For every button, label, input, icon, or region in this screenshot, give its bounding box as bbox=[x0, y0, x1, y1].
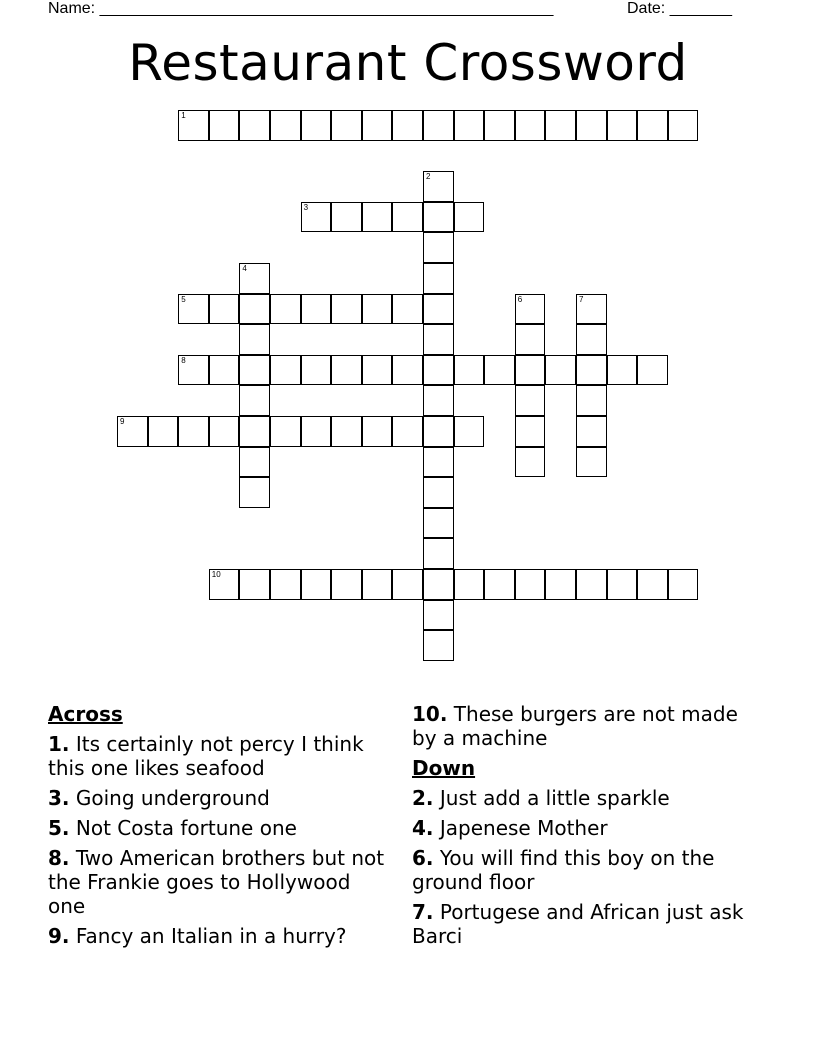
grid-cell[interactable] bbox=[270, 569, 301, 600]
grid-cell[interactable] bbox=[209, 355, 240, 386]
clue-down-6: 6. You will find this boy on the ground floor bbox=[412, 846, 715, 894]
grid-cell[interactable] bbox=[392, 202, 423, 233]
grid-cell[interactable] bbox=[607, 569, 638, 600]
grid-cell[interactable] bbox=[423, 569, 454, 600]
grid-cell[interactable] bbox=[515, 416, 546, 447]
grid-cell[interactable] bbox=[209, 569, 240, 600]
grid-cell[interactable] bbox=[423, 324, 454, 355]
clue-across-1: 1. Its certainly not percy I think this one likes seafood bbox=[48, 732, 364, 780]
grid-cell[interactable] bbox=[454, 416, 485, 447]
clue-across-9: 9. Fancy an Italian in a hurry? bbox=[48, 924, 347, 948]
grid-cell[interactable] bbox=[331, 110, 362, 141]
grid-cell[interactable] bbox=[423, 294, 454, 325]
grid-cell[interactable] bbox=[423, 110, 454, 141]
grid-cell[interactable] bbox=[301, 294, 332, 325]
grid-cell[interactable] bbox=[239, 263, 270, 294]
grid-cell[interactable] bbox=[515, 447, 546, 478]
date-field-label: Date: _______ bbox=[627, 0, 732, 17]
grid-cell[interactable] bbox=[637, 110, 668, 141]
grid-cell[interactable] bbox=[239, 110, 270, 141]
grid-cell[interactable] bbox=[668, 110, 699, 141]
grid-cell[interactable] bbox=[301, 569, 332, 600]
grid-cell[interactable] bbox=[454, 355, 485, 386]
clue-number: 6 bbox=[517, 294, 523, 304]
grid-cell[interactable] bbox=[454, 569, 485, 600]
grid-cell[interactable] bbox=[607, 110, 638, 141]
clue-number: 1 bbox=[181, 111, 186, 120]
grid-cell[interactable] bbox=[392, 110, 423, 141]
grid-cell[interactable] bbox=[423, 171, 454, 202]
grid-cell[interactable] bbox=[239, 569, 270, 600]
grid-cell[interactable] bbox=[423, 385, 454, 416]
grid-cell[interactable] bbox=[576, 355, 607, 386]
grid-cell[interactable] bbox=[331, 294, 362, 325]
clue-across-10: 10. These burgers are not made by a machine bbox=[412, 702, 738, 750]
grid-cell[interactable] bbox=[362, 294, 393, 325]
down-heading: Down bbox=[412, 756, 476, 780]
grid-cell[interactable] bbox=[239, 477, 270, 508]
grid-cell[interactable] bbox=[637, 355, 668, 386]
grid-cell[interactable] bbox=[484, 110, 515, 141]
grid-cell[interactable] bbox=[423, 447, 454, 478]
grid-cell[interactable] bbox=[117, 416, 148, 447]
grid-cell[interactable] bbox=[178, 416, 209, 447]
grid-cell[interactable] bbox=[515, 355, 546, 386]
grid-cell[interactable] bbox=[148, 416, 179, 447]
grid-cell[interactable] bbox=[239, 355, 270, 386]
grid-cell[interactable] bbox=[668, 569, 699, 600]
grid-cell[interactable] bbox=[423, 600, 454, 631]
clue-number: 5 bbox=[181, 294, 186, 304]
grid-cell[interactable] bbox=[362, 355, 393, 386]
grid-cell[interactable] bbox=[515, 294, 546, 325]
grid-cell[interactable] bbox=[239, 294, 270, 325]
grid-cell[interactable] bbox=[331, 416, 362, 447]
grid-cell[interactable] bbox=[239, 324, 270, 355]
grid-cell[interactable] bbox=[270, 416, 301, 447]
grid-cell[interactable] bbox=[331, 202, 362, 233]
clues-left-column bbox=[48, 702, 388, 954]
grid-cell[interactable] bbox=[607, 355, 638, 386]
clue-number: 3 bbox=[303, 202, 309, 212]
grid-cell[interactable] bbox=[270, 110, 301, 141]
grid-cell[interactable] bbox=[392, 569, 423, 600]
grid-cell[interactable] bbox=[178, 110, 209, 141]
grid-cell[interactable] bbox=[515, 324, 546, 355]
clue-across-5: 5. Not Costa fortune one bbox=[48, 816, 297, 840]
grid-cell[interactable] bbox=[362, 110, 393, 141]
grid-cell[interactable] bbox=[239, 447, 270, 478]
clue-across-8: 8. Two American brothers but not the Frankie goes to Hollywood one bbox=[48, 846, 385, 918]
grid-cell[interactable] bbox=[423, 355, 454, 386]
grid-cell[interactable] bbox=[576, 447, 607, 478]
grid-cell[interactable] bbox=[301, 416, 332, 447]
grid-cell[interactable] bbox=[209, 110, 240, 141]
grid-cell[interactable] bbox=[545, 569, 576, 600]
grid-cell[interactable] bbox=[270, 294, 301, 325]
grid-cell[interactable] bbox=[423, 416, 454, 447]
page-title: Restaurant Crossword bbox=[128, 34, 688, 92]
grid-cell[interactable] bbox=[392, 294, 423, 325]
grid-cell[interactable] bbox=[576, 324, 607, 355]
grid-cell[interactable] bbox=[423, 232, 454, 263]
grid-cell[interactable] bbox=[392, 355, 423, 386]
grid-cell[interactable] bbox=[545, 110, 576, 141]
clue-number: 8 bbox=[181, 355, 186, 365]
grid-cell[interactable] bbox=[301, 202, 332, 233]
grid-cell[interactable] bbox=[178, 294, 209, 325]
clue-down-2: 2. Just add a little sparkle bbox=[412, 786, 670, 810]
across-heading: Across bbox=[48, 702, 123, 726]
grid-cell[interactable] bbox=[423, 508, 454, 539]
grid-cell[interactable] bbox=[392, 416, 423, 447]
grid-cell[interactable] bbox=[515, 385, 546, 416]
grid-cell[interactable] bbox=[515, 569, 546, 600]
grid-cell[interactable] bbox=[178, 355, 209, 386]
grid-cell[interactable] bbox=[576, 294, 607, 325]
grid-cell[interactable] bbox=[576, 110, 607, 141]
grid-cell[interactable] bbox=[545, 355, 576, 386]
clues-right-column bbox=[412, 702, 752, 954]
grid-cell[interactable] bbox=[637, 569, 668, 600]
grid-cell[interactable] bbox=[270, 355, 301, 386]
grid-cell[interactable] bbox=[239, 416, 270, 447]
clue-number: 4 bbox=[242, 264, 247, 273]
grid-cell[interactable] bbox=[362, 202, 393, 233]
grid-cell[interactable] bbox=[362, 569, 393, 600]
name-field-label: Name: ___________________________________________________ bbox=[48, 0, 554, 17]
grid-cell[interactable] bbox=[239, 385, 270, 416]
grid-cell[interactable] bbox=[454, 202, 485, 233]
grid-cell[interactable] bbox=[576, 569, 607, 600]
grid-cell[interactable] bbox=[423, 263, 454, 294]
grid-cell[interactable] bbox=[362, 416, 393, 447]
grid-cell[interactable] bbox=[423, 538, 454, 569]
grid-cell[interactable] bbox=[484, 569, 515, 600]
clue-number: 10 bbox=[211, 570, 221, 579]
grid-cell[interactable] bbox=[576, 385, 607, 416]
clue-down-7: 7. Portugese and African just ask Barci bbox=[412, 900, 744, 948]
grid-cell[interactable] bbox=[423, 477, 454, 508]
grid-cell[interactable] bbox=[301, 355, 332, 386]
clue-down-4: 4. Japenese Mother bbox=[412, 816, 608, 840]
clue-number: 9 bbox=[120, 417, 125, 426]
grid-cell[interactable] bbox=[331, 569, 362, 600]
grid-cell[interactable] bbox=[515, 110, 546, 141]
clue-number: 7 bbox=[579, 294, 584, 304]
grid-cell[interactable] bbox=[423, 630, 454, 661]
grid-cell[interactable] bbox=[209, 416, 240, 447]
clue-number: 2 bbox=[426, 172, 431, 182]
grid-cell[interactable] bbox=[331, 355, 362, 386]
grid-cell[interactable] bbox=[484, 355, 515, 386]
grid-cell[interactable] bbox=[301, 110, 332, 141]
grid-cell[interactable] bbox=[209, 294, 240, 325]
clue-across-3: 3. Going underground bbox=[48, 786, 270, 810]
grid-cell[interactable] bbox=[454, 110, 485, 141]
grid-cell[interactable] bbox=[423, 202, 454, 233]
grid-cell[interactable] bbox=[576, 416, 607, 447]
